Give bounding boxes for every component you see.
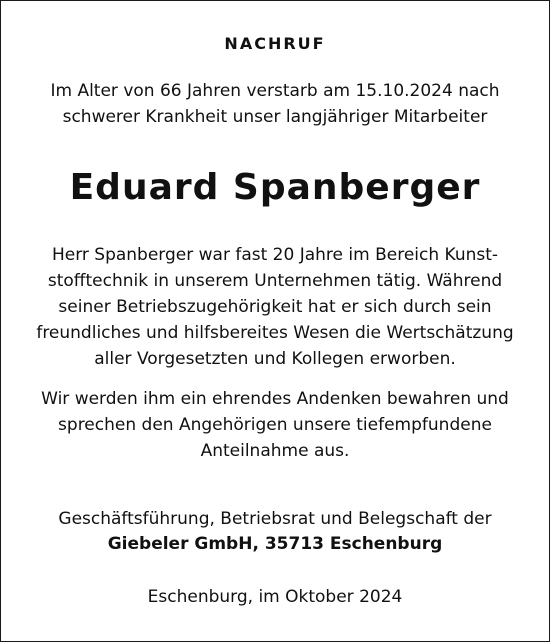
- signature-line: Geschäftsführung, Betriebsrat und Belegschaft der: [58, 509, 492, 529]
- body-line: Anteilnahme aus.: [200, 441, 350, 461]
- body-line: sprechen den Angehörigen unsere tiefempfundene: [58, 415, 492, 435]
- notice-heading: NACHRUF: [224, 34, 326, 53]
- intro-text: [31, 78, 519, 130]
- body-line: Herr Spanberger war fast 20 Jahre im Bereich Kunst-: [51, 245, 499, 265]
- intro-line: schwerer Krankheit unser langjähriger Mitarbeiter: [62, 107, 488, 127]
- body-line: seiner Betriebszugehörigkeit hat er sich durch sein: [58, 297, 492, 317]
- body-line: Wir werden ihm ein ehrendes Andenken bewahren und: [41, 389, 509, 409]
- signature-company: Giebeler GmbH, 35713 Eschenburg: [107, 534, 443, 554]
- body-line: freundliches und hilfsbereites Wesen die Wertschätzung: [36, 323, 514, 343]
- body-line: aller Vorgesetzten und Kollegen erworben.: [94, 349, 456, 369]
- intro-line: Im Alter von 66 Jahren verstarb am 15.10.2024 nach: [50, 81, 500, 101]
- deceased-name: Eduard Spanberger: [69, 167, 481, 208]
- place-date: Eschenburg, im Oktober 2024: [147, 587, 403, 607]
- body-paragraph-1: [21, 242, 529, 372]
- body-paragraph-2: [21, 386, 529, 464]
- body-line: stofftechnik in unserem Unternehmen tätig. Während: [47, 271, 503, 291]
